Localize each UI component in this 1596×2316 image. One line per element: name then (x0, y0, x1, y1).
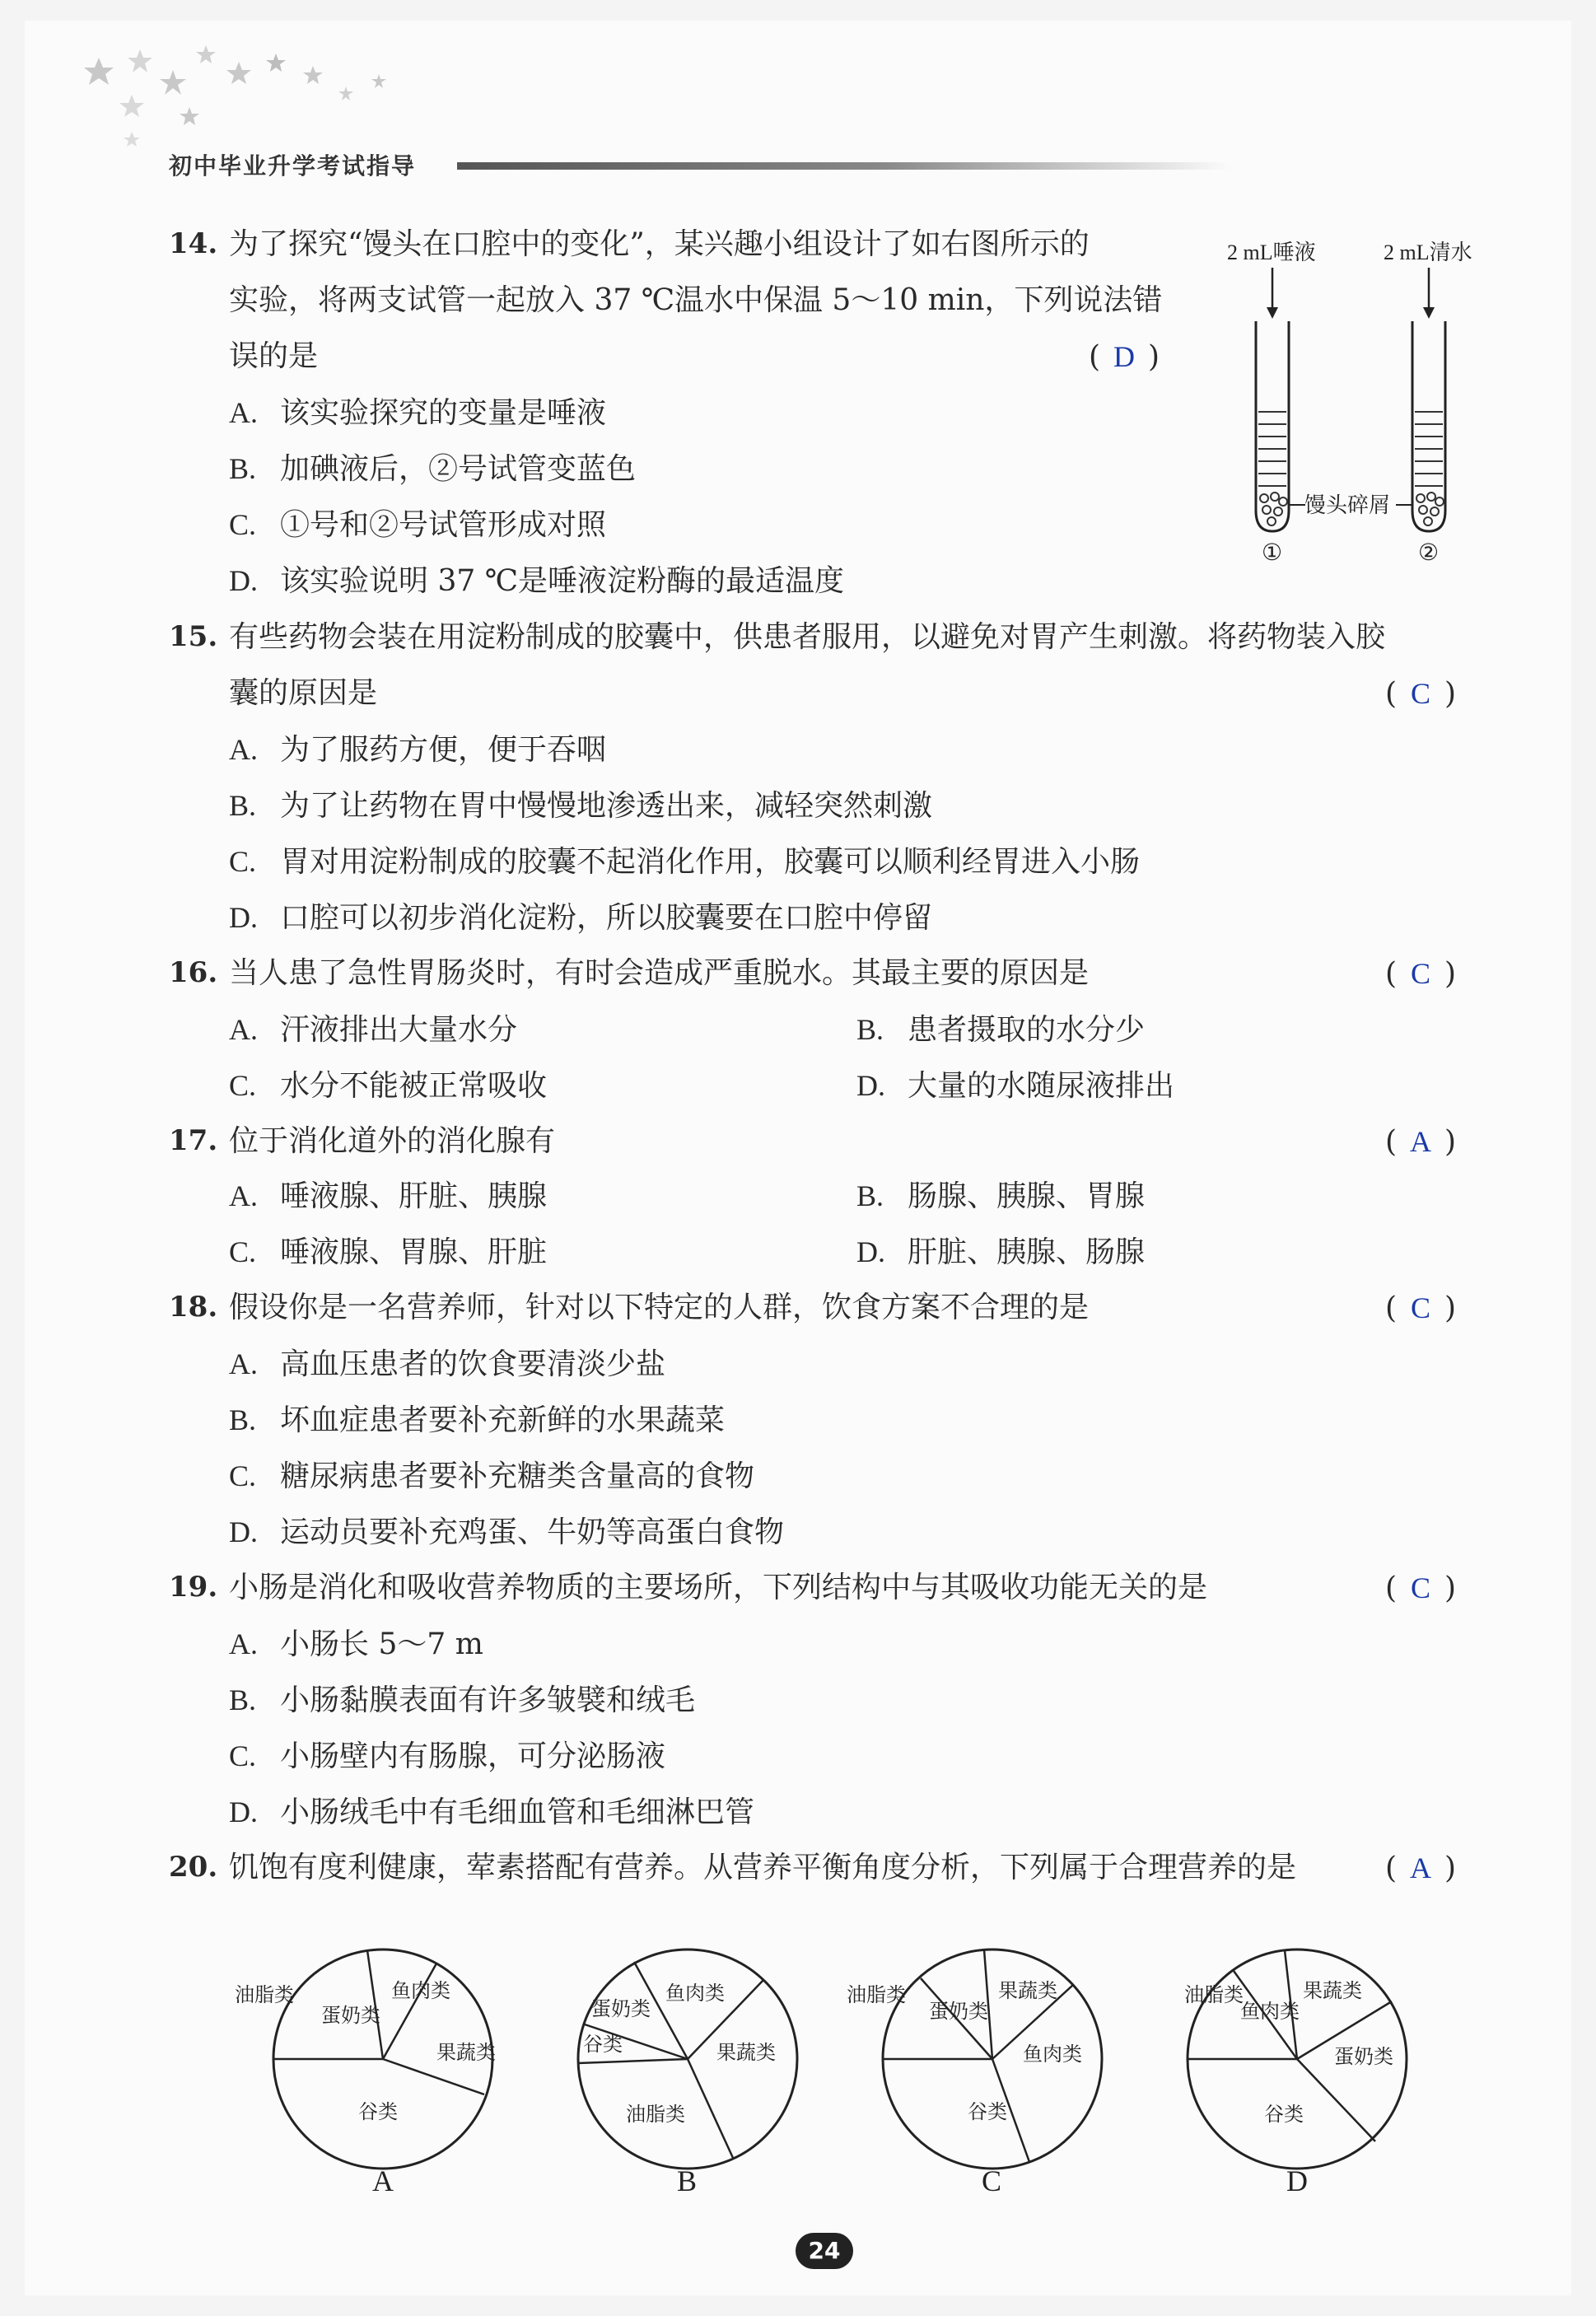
answer-letter: C (1411, 677, 1431, 710)
option-text: 该实验探究的变量是唾液 (280, 396, 607, 430)
question-text: 饥饱有度利健康，荤素搭配有营养。从营养平衡角度分析，下列属于合理营养的是 (229, 1851, 1297, 1884)
option-text: 高血压患者的饮食要清淡少盐 (280, 1347, 666, 1381)
pie-label: 蛋奶类 (321, 2004, 380, 2027)
option-text: 小肠长 5～7 m (280, 1627, 483, 1661)
option-label: B. (229, 789, 257, 822)
pie-label: 果蔬类 (1303, 1979, 1362, 2002)
pie-label: 蛋奶类 (591, 1997, 651, 2020)
answer-bracket: ( C ) (1385, 946, 1456, 1002)
question-text: 囊的原因是 (229, 676, 378, 710)
option (229, 1392, 725, 1449)
header-title: 初中毕业升学考试指导 (169, 152, 417, 180)
answer-bracket: ( C ) (1385, 665, 1456, 722)
option-label: A. (229, 1347, 258, 1380)
option (229, 1168, 547, 1225)
option (856, 1002, 1145, 1058)
option (229, 497, 606, 553)
arrow-head-icon (1423, 307, 1435, 319)
option-label: B. (229, 1403, 257, 1436)
option-label: D. (856, 1069, 885, 1102)
pie-label: 油脂类 (847, 1983, 906, 2006)
pie-label: 果蔬类 (716, 2041, 776, 2064)
option (229, 1002, 517, 1058)
option (229, 721, 606, 778)
option (229, 1336, 665, 1393)
question-text: 误的是 (229, 339, 319, 373)
option-text: 肠腺、胰腺、胃腺 (908, 1179, 1146, 1213)
question-text: 当人患了急性胃肠炎时，有时会造成严重脱水。其最主要的原因是 (229, 956, 1090, 990)
option-label: B. (229, 452, 257, 485)
answer-letter: C (1411, 1291, 1431, 1324)
pie-label: 油脂类 (235, 1983, 294, 2006)
option (856, 1058, 1174, 1114)
option-text: 小肠绒毛中有毛细血管和毛细淋巴管 (280, 1795, 755, 1829)
option-label: D. (229, 564, 258, 597)
pie-caption: D (1286, 2164, 1308, 2197)
option-label: C. (229, 508, 257, 541)
option-text: 水分不能被正常吸收 (280, 1069, 548, 1103)
option-label: B. (856, 1179, 884, 1212)
option-text: 为了服药方便，便于吞咽 (280, 733, 607, 767)
pie-label: 鱼肉类 (1023, 2043, 1082, 2066)
pie-label: 谷类 (358, 2100, 398, 2123)
option-text: 汗液排出大量水分 (280, 1013, 518, 1047)
pie-chart-a (235, 1949, 496, 2197)
option (229, 1224, 547, 1281)
option-label: D. (229, 1515, 258, 1548)
tube1-number: ① (1262, 539, 1283, 564)
pie-label: 蛋奶类 (1334, 2045, 1393, 2068)
option (229, 1058, 547, 1114)
pie-label: 谷类 (968, 2100, 1007, 2123)
option-label: A. (229, 396, 258, 429)
answer-letter: A (1410, 1125, 1432, 1158)
pie-label: 鱼肉类 (1240, 2000, 1300, 2023)
option-label: A. (229, 1179, 258, 1212)
question-text: 位于消化道外的消化腺有 (229, 1124, 556, 1158)
answer-letter: D (1113, 340, 1136, 373)
option-text: 唾液腺、胃腺、肝脏 (280, 1235, 548, 1269)
option-label: D. (229, 1795, 258, 1828)
question-text: 小肠是消化和吸收营养物质的主要场所，下列结构中与其吸收功能无关的是 (229, 1571, 1208, 1604)
option-text: 坏血症患者要补充新鲜的水果蔬菜 (280, 1403, 726, 1437)
pie-label: 谷类 (1264, 2103, 1304, 2126)
pie-label: 谷类 (583, 2033, 623, 2056)
option-text: 口腔可以初步消化淀粉，所以胶囊要在口腔中停留 (280, 901, 933, 935)
question-text: 实验，将两支试管一起放入 37 ℃温水中保温 5～10 min，下列说法错 (229, 283, 1163, 317)
pie-caption: C (982, 2164, 1002, 2197)
option (229, 1784, 754, 1841)
option-label: C. (229, 1459, 257, 1492)
option (856, 1168, 1145, 1225)
answer-bracket: ( C ) (1385, 1280, 1456, 1337)
option-label: D. (856, 1235, 885, 1268)
option (229, 833, 1140, 890)
answer-bracket: ( D ) (1089, 329, 1160, 385)
question-number: 15. (169, 620, 218, 653)
option-label: A. (229, 1627, 258, 1660)
option-label: C. (229, 1235, 257, 1268)
option-text: 该实验说明 37 ℃是唾液淀粉酶的最适温度 (280, 564, 844, 598)
pie-label: 果蔬类 (436, 2041, 496, 2064)
option-label: B. (229, 1683, 257, 1716)
option-text: 运动员要补充鸡蛋、牛奶等高蛋白食物 (280, 1515, 785, 1549)
option-text: ①号和②号试管形成对照 (280, 508, 607, 542)
pie-caption: B (677, 2164, 698, 2197)
pie-diagrams (222, 1903, 1507, 2199)
option (229, 1448, 754, 1505)
option (229, 385, 606, 441)
question-text: 假设你是一名营养师，针对以下特定的人群，饮食方案不合理的是 (229, 1291, 1090, 1324)
option-label: A. (229, 733, 258, 766)
pie-chart-b (578, 1949, 797, 2197)
pie-label: 蛋奶类 (929, 2000, 988, 2023)
question-number: 16. (169, 956, 218, 989)
option-text: 为了让药物在胃中慢慢地渗透出来，减轻突然刺激 (280, 789, 933, 823)
option-text: 胃对用淀粉制成的胶囊不起消化作用，胶囊可以顺利经胃进入小肠 (280, 845, 1141, 879)
option-text: 患者摄取的水分少 (908, 1013, 1146, 1047)
tube2-number: ② (1418, 539, 1440, 564)
question-number: 20. (169, 1851, 218, 1884)
option (229, 1616, 483, 1673)
option-label: C. (229, 1739, 257, 1772)
option-text: 糖尿病患者要补充糖类含量高的食物 (280, 1459, 755, 1493)
option-label: B. (856, 1013, 884, 1046)
option-label: D. (229, 901, 258, 934)
answer-letter: C (1411, 1571, 1431, 1604)
header-divider (457, 162, 1231, 170)
option (229, 1728, 665, 1785)
pie-chart-d (1184, 1949, 1407, 2197)
pie-label: 油脂类 (1184, 1983, 1244, 2006)
option-text: 加碘液后，②号试管变蓝色 (280, 452, 637, 486)
option (229, 1672, 695, 1729)
option-text: 大量的水随尿液排出 (908, 1069, 1175, 1103)
option (229, 777, 932, 834)
stars-decoration-icon (82, 25, 478, 148)
pie-label: 果蔬类 (998, 1979, 1057, 2002)
option-text: 唾液腺、肝脏、胰腺 (280, 1179, 548, 1213)
question-text: 有些药物会装在用淀粉制成的胶囊中，供患者服用，以避免对胃产生刺激。将药物装入胶 (229, 620, 1386, 654)
option (229, 553, 844, 609)
tube1-label: 2 mL唾液 (1227, 240, 1316, 264)
page-number: 24 (796, 2233, 853, 2269)
pie-chart-c (847, 1949, 1102, 2197)
answer-letter: C (1411, 957, 1431, 990)
tube2-label: 2 mL清水 (1384, 240, 1472, 264)
pie-label: 鱼肉类 (665, 1982, 725, 2005)
option-text: 肝脏、胰腺、肠腺 (908, 1235, 1146, 1269)
option (229, 1504, 784, 1561)
answer-bracket: ( A ) (1385, 1114, 1456, 1170)
question-number: 14. (169, 227, 218, 260)
option (229, 890, 932, 946)
arrow-head-icon (1267, 307, 1278, 319)
question-text: 为了探究“馒头在口腔中的变化”，某兴趣小组设计了如右图所示的 (229, 227, 1090, 261)
option-text: 小肠黏膜表面有许多皱襞和绒毛 (280, 1683, 696, 1717)
option-label: C. (229, 1069, 257, 1102)
question-number: 18. (169, 1291, 218, 1324)
option (229, 441, 636, 497)
answer-bracket: ( A ) (1385, 1840, 1456, 1897)
answer-letter: A (1410, 1851, 1432, 1884)
option-label: A. (229, 1013, 258, 1046)
question-number: 17. (169, 1124, 218, 1157)
pie-label: 油脂类 (626, 2103, 685, 2126)
option-text: 小肠壁内有肠腺，可分泌肠液 (280, 1739, 666, 1773)
option-label: C. (229, 845, 257, 878)
pie-label: 鱼肉类 (391, 1979, 450, 2002)
pie-caption: A (372, 2164, 394, 2197)
crumb-label: 馒头碎屑 (1304, 493, 1391, 518)
question-number: 19. (169, 1571, 218, 1604)
answer-bracket: ( C ) (1385, 1560, 1456, 1617)
test-tube-figure (1219, 235, 1499, 564)
option (856, 1224, 1145, 1281)
